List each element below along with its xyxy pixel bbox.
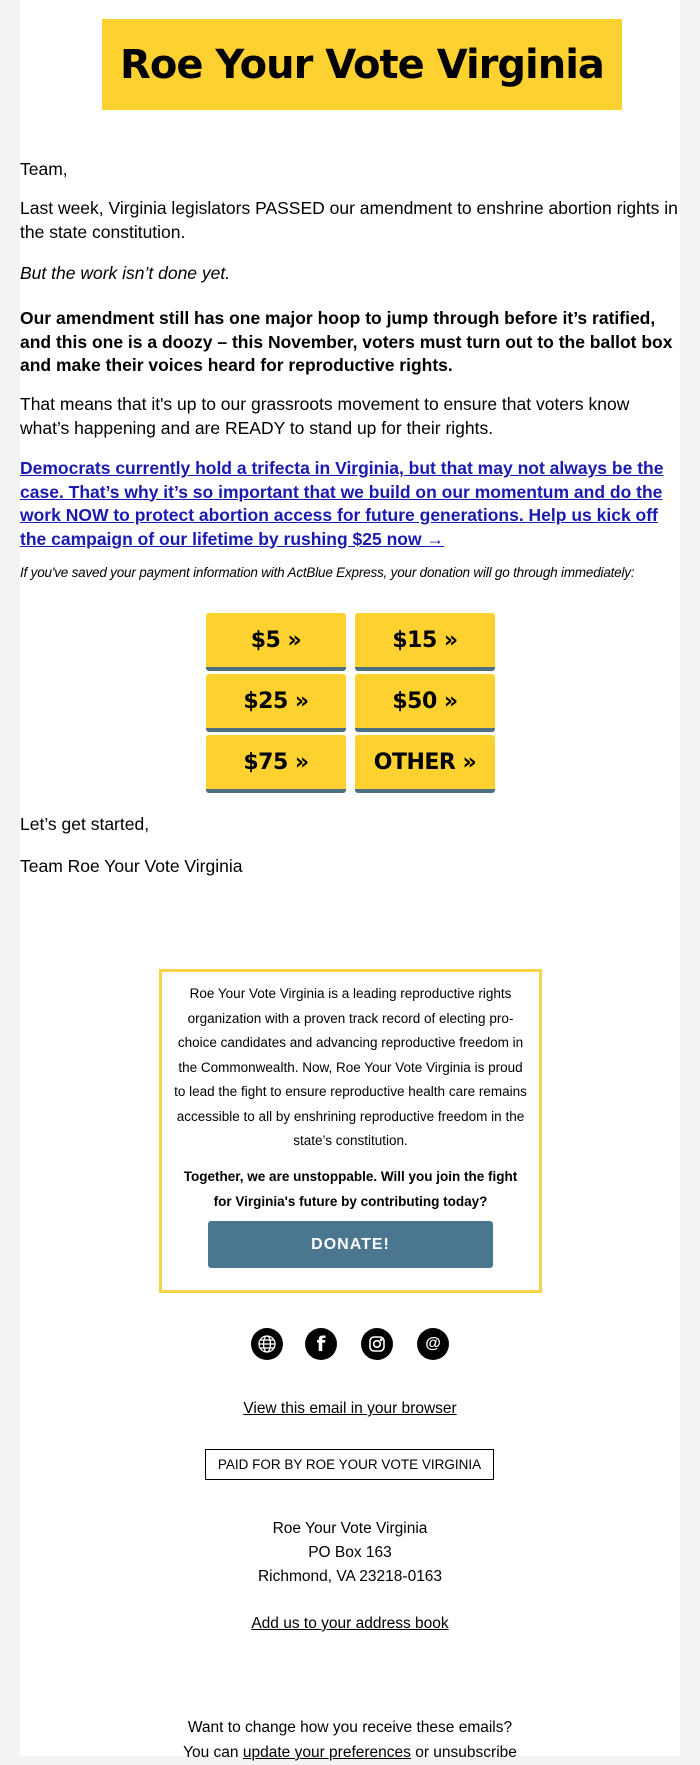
donate-50-button[interactable]: $50 » [355,674,495,732]
update-preferences-link[interactable]: update your preferences [242,1744,411,1761]
change-prompt: Want to change how you receive these emails? [187,1719,513,1736]
paragraph-3: Our amendment still has one major hoop to jump through before it’s ratified, and this one is a doozy – this November, voters must turn out to the ballot box and make their voices heard for reproductive rights. [20,308,673,375]
address-po-box: PO Box 163 [308,1544,392,1561]
donate-5-button[interactable]: $5 » [206,613,346,671]
instagram-icon[interactable] [361,1328,393,1360]
paragraph-2: But the work isn’t done yet. [20,263,231,283]
donate-75-button[interactable]: $75 » [206,735,346,793]
donate-cta-link[interactable]: Democrats currently hold a trifecta in Virginia, but that may not always be the case. That’s why it’s so important that we build on our momentum and do the work NOW to protect abortion access for future generations. Help us kick off the campaign of our lifetime by rushing $25 now → [20,458,664,549]
donate-25-button[interactable]: $25 » [206,674,346,732]
address-book-link[interactable]: Add us to your address book [251,1615,449,1632]
paid-for-text: PAID FOR BY ROE YOUR VOTE VIRGINIA [217,1457,482,1472]
express-note: If you've saved your payment information with ActBlue Express, your donation will go through immediately: [20,565,635,580]
donate-15-button[interactable]: $15 » [355,613,495,671]
website-icon[interactable] [251,1328,283,1360]
you-can-text: You can [183,1744,239,1761]
address-name: Roe Your Vote Virginia [272,1520,428,1537]
signature: Team Roe Your Vote Virginia [20,856,243,876]
about-description: Roe Your Vote Virginia is a leading reproductive rights organization with a proven track record of electing pro-choice candidates and advancing reproductive freedom in the Commonwealth. Now, Roe Your Vote Virginia is proud to lead the fight to ensure reproductive health care remains accessible to all by enshrining reproductive freedom in the state’s constitution. [174,986,527,1148]
paragraph-1: Last week, Virginia legislators PASSED our amendment to enshrine abortion rights in the state constitution. [20,198,678,242]
about-appeal: Together, we are unstoppable. Will you join the fight for Virginia's future by contributing today? [183,1169,518,1209]
logo-banner [102,19,622,110]
donate-other-button[interactable]: OTHER » [355,735,495,793]
unsubscribe-text[interactable]: or unsubscribe [415,1744,517,1761]
threads-icon[interactable]: @ [417,1328,449,1360]
signoff: Let’s get started, [20,814,150,834]
paid-for-disclaimer [205,1449,494,1480]
preferences-line [20,1741,680,1765]
logo-text: Roe Your Vote Virginia [120,41,604,88]
view-in-browser-link[interactable]: View this email in your browser [243,1400,457,1417]
donate-button[interactable]: DONATE! [208,1221,493,1268]
facebook-icon[interactable]: f [305,1328,337,1360]
email-body [20,0,680,1761]
paragraph-4: That means that it's up to our grassroots movement to ensure that voters know what’s happening and are READY to stand up for their rights. [20,394,630,438]
address-city: Richmond, VA 23218-0163 [257,1568,443,1585]
greeting: Team, [20,159,68,179]
about-box [159,969,542,1293]
